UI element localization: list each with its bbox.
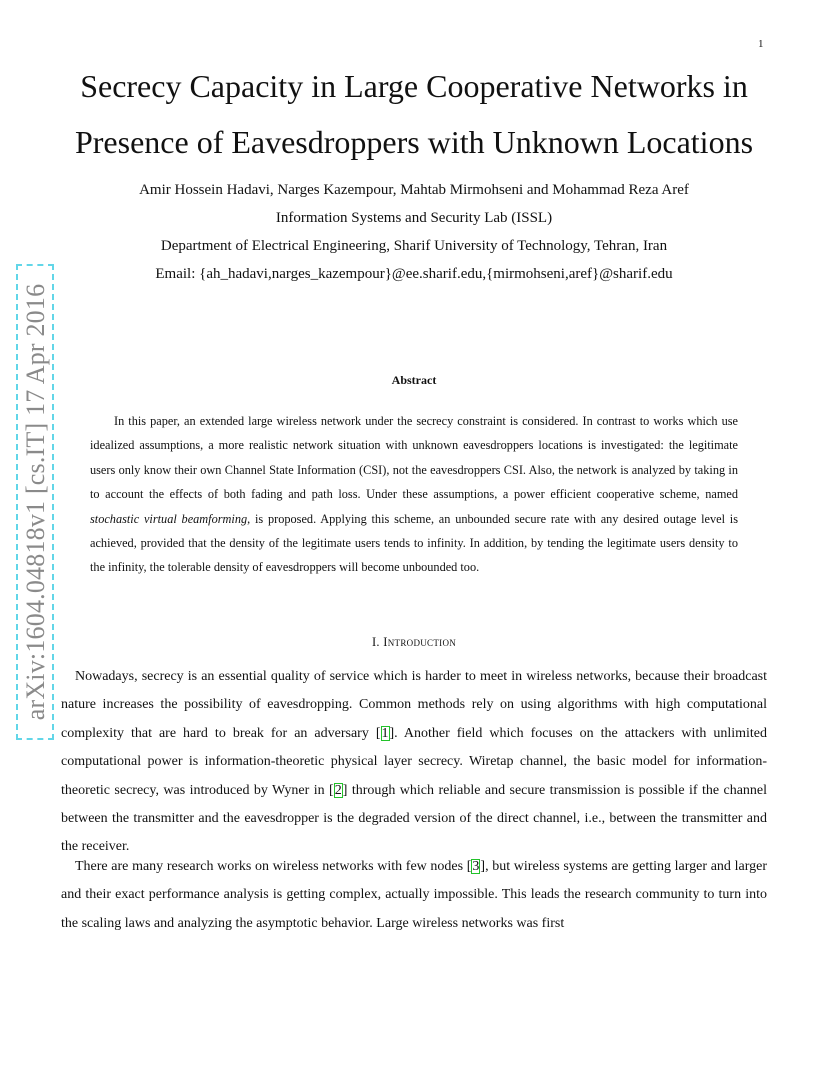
para2-text-b: ], but wireless systems are getting larger and larger and their exact performance analysis is getting complex, actually impossible. This leads the research community to turn into the scaling laws and analyzing the asymptotic behavior. Large wireless networks was first <box>61 859 767 931</box>
authors: Amir Hossein Hadavi, Narges Kazempour, Mahtab Mirmohseni and Mohammad Reza Aref <box>139 182 689 198</box>
para2-text-a: There are many research works on wireless networks with few nodes [ <box>75 859 472 874</box>
citation-link-1[interactable]: 1 <box>381 725 389 741</box>
citation-link-3[interactable]: 3 <box>472 859 480 874</box>
citation-link-2[interactable]: 2 <box>334 782 342 798</box>
section-title: Introduction <box>383 635 457 649</box>
para1-text-c: ] through which reliable and secure transmission is possible if the channel between the transmitter and the eavesdropper is the degraded version of the direct channel, i.e., between the transmitter and the receiver. <box>61 782 768 855</box>
abstract-heading: Abstract <box>391 373 437 387</box>
abstract-part-2: , is proposed. Applying this scheme, an unbounded secure rate with any desired outage level is achieved, provided that the density of the legitimate users tends to infinity. In addition, by tending the legitimate users density to the infinity, the tolerable density of eavesdroppers will become unbounded too. <box>90 511 739 575</box>
abstract-emphasis: stochastic virtual beamforming <box>90 511 248 526</box>
paper-title <box>40 58 788 170</box>
page-number: 1 <box>758 38 764 50</box>
author-block <box>40 176 788 288</box>
affiliation-department: Department of Electrical Engineering, Sharif University of Technology, Tehran, Iran <box>160 238 668 254</box>
body-paragraph-2 <box>61 853 767 938</box>
body-paragraph-1 <box>61 663 767 862</box>
title-line-2: Presence of Eavesdroppers with Unknown Locations <box>74 124 754 160</box>
section-heading <box>0 635 828 650</box>
section-number: I. <box>371 635 380 649</box>
title-line-1: Secrecy Capacity in Large Cooperative Networks in <box>80 68 748 104</box>
abstract-part-1: In this paper, an extended large wireless network under the secrecy constraint is considered. In contrast to works which use idealized assumptions, a more realistic network situation with unknown eavesdroppers locations is investigated: the legitimate users only know their own Channel State Information (CSI), not the eavesdroppers CSI. Also, the network is analyzed by taking in to account the effects of both fading and path loss. Under these assumptions, a power efficient cooperative scheme, named <box>90 414 738 502</box>
abstract-text <box>90 409 738 580</box>
para1-text-a: Nowadays, secrecy is an essential quality of service which is harder to meet in wireless networks, because their broadcast nature increases the possibility of eavesdropping. Common methods rely on using algorithms with high computational complexity that are hard to break for an adversary [ <box>61 669 767 741</box>
arxiv-identifier: arXiv:1604.04818v1 [cs.IT] 17 Apr 2016 <box>21 283 50 721</box>
para1-text-b: ]. Another field which focuses on the attackers with unlimited computational power is information-theoretic physical layer secrecy. Wiretap channel, the basic model for information-theoretic secrecy, was introduced by Wyner in [ <box>61 725 767 798</box>
author-email: Email: {ah_hadavi,narges_kazempour}@ee.sharif.edu,{mirmohseni,aref}@sharif.edu <box>155 266 673 282</box>
affiliation-lab: Information Systems and Security Lab (ISSL) <box>275 210 553 226</box>
